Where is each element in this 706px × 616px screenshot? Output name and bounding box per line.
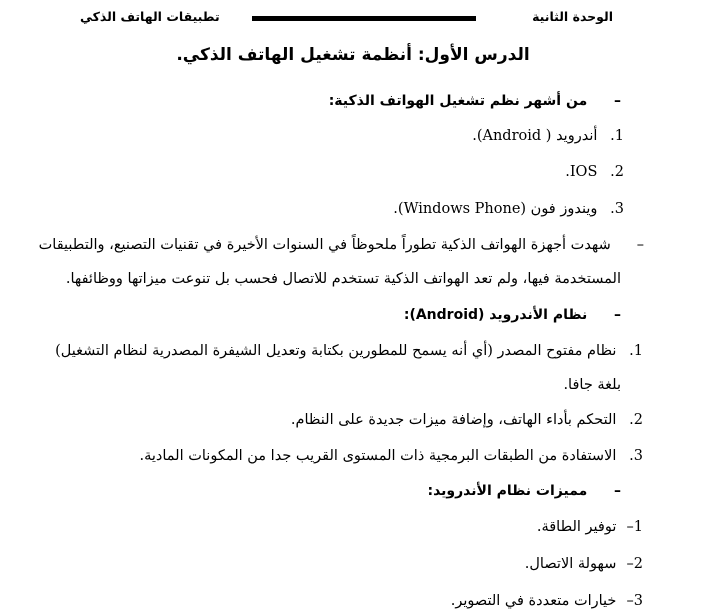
list-item: 1– توفير الطاقة. — [536, 519, 643, 535]
lesson-title: الدرس الأول: أنظمة تشغيل الهاتف الذكي. — [176, 45, 530, 65]
list-item: 3. ويندوز فون (Windows Phone). — [393, 201, 624, 217]
section1-heading-line — [329, 90, 621, 112]
section1-dash: – — [614, 93, 621, 109]
list-item: 1. أندرويد ( Android). — [472, 128, 624, 144]
section3-dash: – — [614, 483, 621, 499]
list-item: 2. التحكم بأداء الهاتف، وإضافة ميزات جديدة على النظام. — [290, 412, 643, 428]
section2-heading: نظام الأندرويد (Android): — [403, 307, 588, 323]
paragraph-line-1: – شهدت أجهزة الهواتف الذكية تطوراً ملحوظاً في السنوات الأخيرة في تقنيات التصنيع، والتطبيقات — [38, 237, 644, 253]
section1-heading: من أشهر نظم تشغيل الهواتف الذكية: — [328, 93, 588, 109]
paragraph-line-2: المستخدمة فيها، ولم تعد الهواتف الذكية تستخدم للاتصال فحسب بل تنوعت ميزاتها ووظائفها. — [65, 271, 621, 287]
list-item: 3– خيارات متعددة في التصوير. — [450, 593, 643, 609]
section3-heading: مميزات نظام الأندرويد: — [427, 483, 588, 499]
list-item: 1. نظام مفتوح المصدر (أي أنه يسمح للمطورين بكتابة وتعديل الشيفرة المصدرية لنظام التشغيل) — [55, 343, 643, 359]
list-item: 3. الاستفادة من الطبقات البرمجية ذات المستوى القريب جدا من المكونات المادية. — [139, 448, 643, 464]
list-item-continuation: بلغة جافا. — [563, 377, 621, 393]
list-item: 2– سهولة الاتصال. — [524, 556, 643, 572]
section2-heading-line — [404, 304, 621, 326]
list-item: 2. IOS. — [565, 164, 624, 180]
section2-dash: – — [614, 307, 621, 323]
header-divider — [252, 16, 476, 21]
section3-heading-line — [427, 480, 621, 502]
header-unit: الوحدة الثانية — [532, 9, 613, 24]
header-course: تطبيقات الهاتف الذكي — [80, 9, 220, 24]
